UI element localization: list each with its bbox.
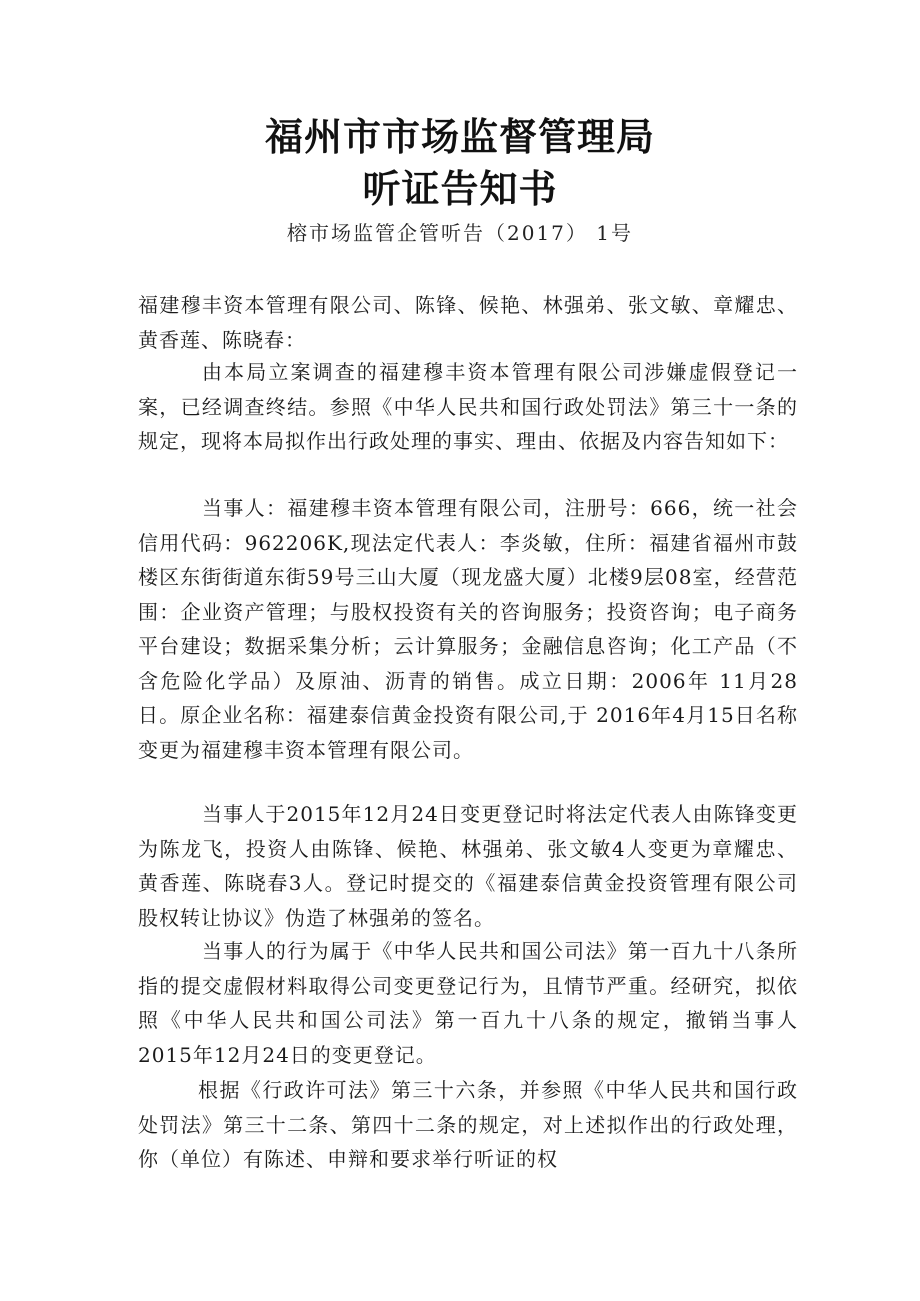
paragraph-decision: 当事人的行为属于《中华人民共和国公司法》第一百九十八条所指的提交虚假材料取得公司变更登记行为，且情节严重。经研究，拟依照《中华人民共和国公司法》第一百九十八条的规定，撤销当事人2015年12月24日的变更登记。 [138, 939, 798, 1067]
paragraph-intro: 由本局立案调查的福建穆丰资本管理有限公司涉嫌虚假登记一案，已经调查终结。参照《中华人民共和国行政处罚法》第三十一条的规定，现将本局拟作出行政处理的事实、理由、依据及内容告知如下： [138, 360, 798, 453]
document-subtitle: 听证告知书 [362, 167, 558, 211]
addressee: 福建穆丰资本管理有限公司、陈锋、候艳、林强弟、张文敏、章耀忠、黄香莲、陈晓春： [138, 293, 798, 352]
paragraph-rights: 根据《行政许可法》第三十六条，并参照《中华人民共和国行政处罚法》第三十二条、第四十二条的规定，对上述拟作出的行政处理，你（单位）有陈述、申辩和要求举行听证的权 [138, 1078, 798, 1171]
document-number: 榕市场监管企管听告（2017） 1号 [287, 221, 633, 245]
paragraph-party-info: 当事人：福建穆丰资本管理有限公司，注册号：666，统一社会信用代码：962206K,现法定代表人：李炎敏，住所：福建省福州市鼓楼区东街街道东街59号三山大厦（现龙盛大厦）北楼9层08室，经营范围：企业资产管理；与股权投资有关的咨询服务；投资咨询；电子商务平台建设；数据采集分析；云计算服务；金融信息咨询；化工产品（不含危险化学品）及原油、沥青的销售。成立日期：2006年 11月28日。原企业名称：福建泰信黄金投资有限公司,于 2016年4月15日名称变更为福建穆丰资本管理有限公司。 [138, 496, 798, 762]
paragraph-facts: 当事人于2015年12月24日变更登记时将法定代表人由陈锋变更为陈龙飞，投资人由陈锋、候艳、林强弟、张文敏4人变更为章耀忠、黄香莲、陈晓春3人。登记时提交的《福建泰信黄金投资管理有限公司股权转让协议》伪造了林强弟的签名。 [138, 802, 798, 930]
document-title: 福州市市场监督管理局 [264, 115, 655, 159]
